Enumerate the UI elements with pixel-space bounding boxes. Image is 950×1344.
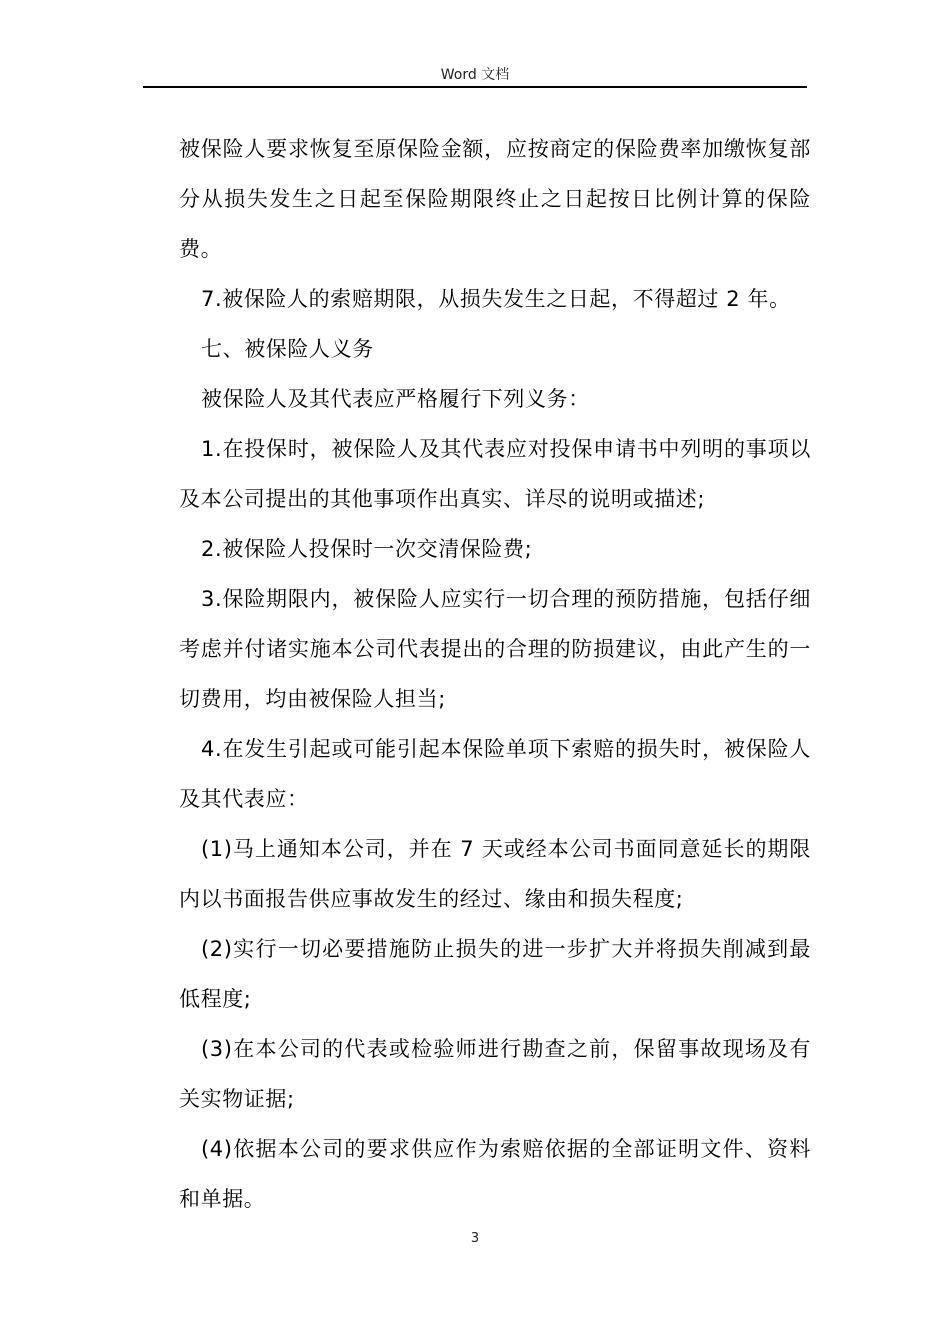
header-title: Word 文档: [440, 67, 510, 83]
paragraph-9: (2)实行一切必要措施防止损失的进一步扩大并将损失削减到最低程度;: [179, 937, 811, 1011]
paragraph-5: 2.被保险人投保时一次交清保险费;: [201, 537, 533, 561]
paragraph-4: 1.在投保时，被保险人及其代表应对投保申请书中列明的事项以及本公司提出的其他事项作出真实、详尽的说明或描述;: [179, 437, 811, 511]
document-body: [179, 124, 811, 1224]
paragraph-6: 3.保险期限内，被保险人应实行一切合理的预防措施，包括仔细考虑并付诸实施本公司代表提出的合理的防损建议，由此产生的一切费用，均由被保险人担当;: [179, 587, 811, 711]
paragraph-11: (4)依据本公司的要求供应作为索赔依据的全部证明文件、资料和单据。: [179, 1137, 811, 1211]
paragraph-10: (3)在本公司的代表或检验师进行勘查之前，保留事故现场及有关实物证据;: [179, 1037, 811, 1111]
paragraph-7: 4.在发生引起或可能引起本保险单项下索赔的损失时，被保险人及其代表应：: [179, 737, 811, 811]
paragraph-1: 被保险人要求恢复至原保险金额，应按商定的保险费率加缴恢复部分从损失发生之日起至保险期限终止之日起按日比例计算的保险费。: [179, 137, 811, 261]
page-number: 3: [470, 1231, 480, 1246]
paragraph-3: 被保险人及其代表应严格履行下列义务：: [201, 387, 590, 411]
header-divider: [143, 86, 807, 88]
section-heading: 七、被保险人义务: [201, 337, 374, 361]
paragraph-2: 7.被保险人的索赔期限，从损失发生之日起，不得超过 2 年。: [201, 287, 791, 311]
paragraph-8: (1)马上通知本公司，并在 7 天或经本公司书面同意延长的期限内以书面报告供应事故发生的经过、缘由和损失程度;: [179, 837, 811, 911]
